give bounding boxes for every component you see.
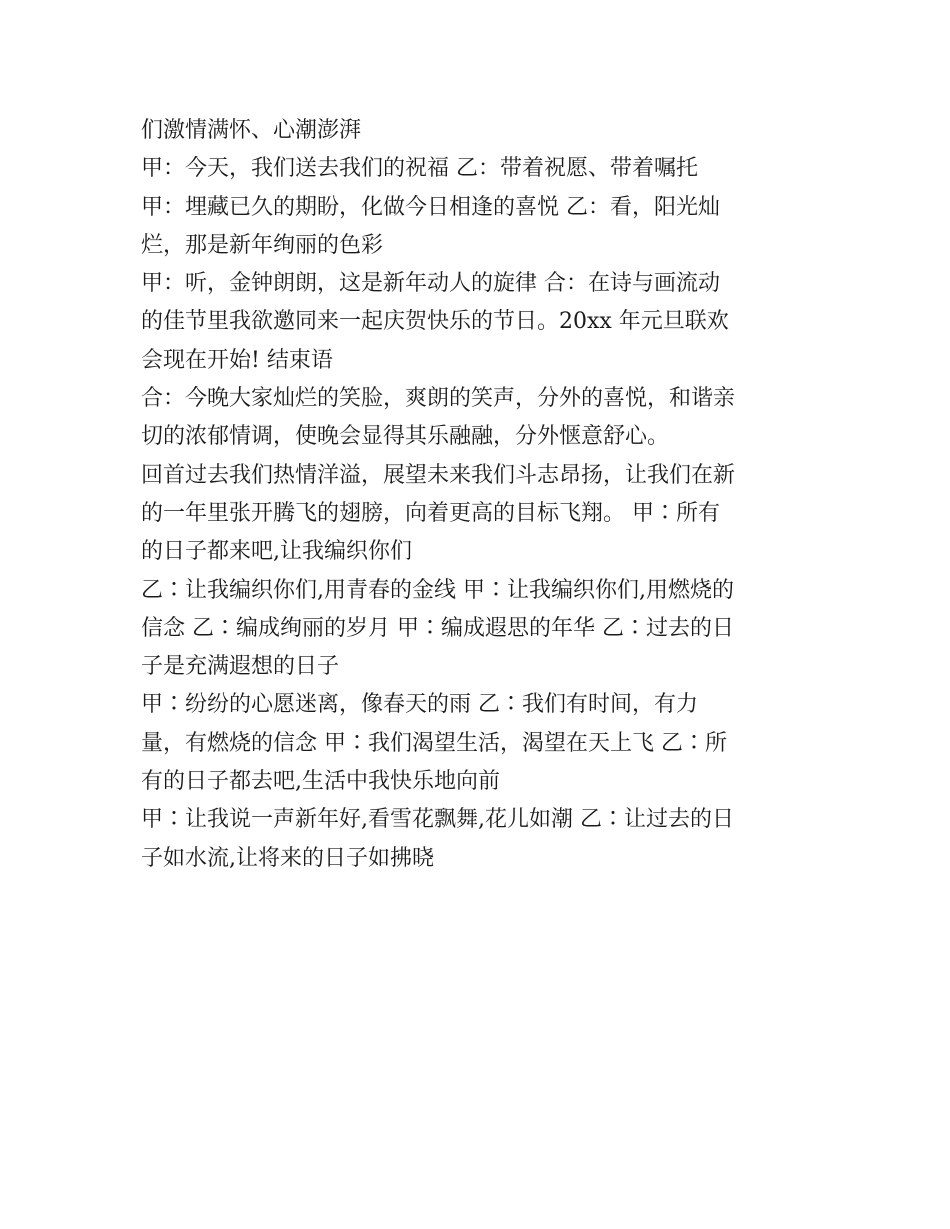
text-line: 信念 乙∶编成绚丽的岁月 甲∶编成遐思的年华 乙∶过去的日 — [141, 615, 734, 641]
text-line: 的佳节里我欲邀同来一起庆贺快乐的节日。20xx 年元旦联欢 — [141, 309, 729, 335]
text-line: 烂，那是新年绚丽的色彩 — [141, 232, 384, 258]
text-line: 有的日子都去吧,生活中我快乐地向前 — [141, 769, 500, 795]
text-line: 甲：今天，我们送去我们的祝福 乙：带着祝愿、带着嘱托 — [141, 156, 698, 182]
text-line: 切的浓郁情调，使晚会显得其乐融融，分外惬意舒心。 — [141, 424, 670, 450]
text-line: 甲∶让我说一声新年好,看雪花飘舞,花儿如潮 乙∶让过去的日 — [141, 807, 734, 833]
text-line: 回首过去我们热情洋溢，展望未来我们斗志昂扬，让我们在新 — [141, 462, 736, 488]
text-line: 子是充满遐想的日子 — [141, 654, 340, 680]
text-line: 乙∶让我编织你们,用青春的金线 甲∶让我编织你们,用燃烧的 — [141, 577, 734, 603]
body-text — [141, 112, 831, 878]
text-line: 甲∶纷纷的心愿迷离，像春天的雨 乙∶我们有时间，有力 — [141, 692, 698, 718]
text-line: 甲：埋藏已久的期盼，化做今日相逢的喜悦 乙：看，阳光灿 — [141, 194, 720, 220]
text-line: 的一年里张开腾飞的翅膀，向着更高的目标飞翔。 甲∶所有 — [141, 500, 720, 526]
text-line: 合：今晚大家灿烂的笑脸，爽朗的笑声，分外的喜悦，和谐亲 — [141, 386, 736, 412]
text-line: 的日子都来吧,让我编织你们 — [141, 539, 412, 565]
text-line: 甲：听，金钟朗朗，这是新年动人的旋律 合：在诗与画流动 — [141, 271, 720, 297]
text-line: 们激情满怀、心潮澎湃 — [141, 118, 362, 143]
text-line: 量，有燃烧的信念 甲∶我们渴望生活，渴望在天上飞 乙∶所 — [141, 730, 727, 756]
text-line: 会现在开始! 结束语 — [141, 347, 333, 373]
text-line: 子如水流,让将来的日子如拂晓 — [141, 845, 434, 871]
